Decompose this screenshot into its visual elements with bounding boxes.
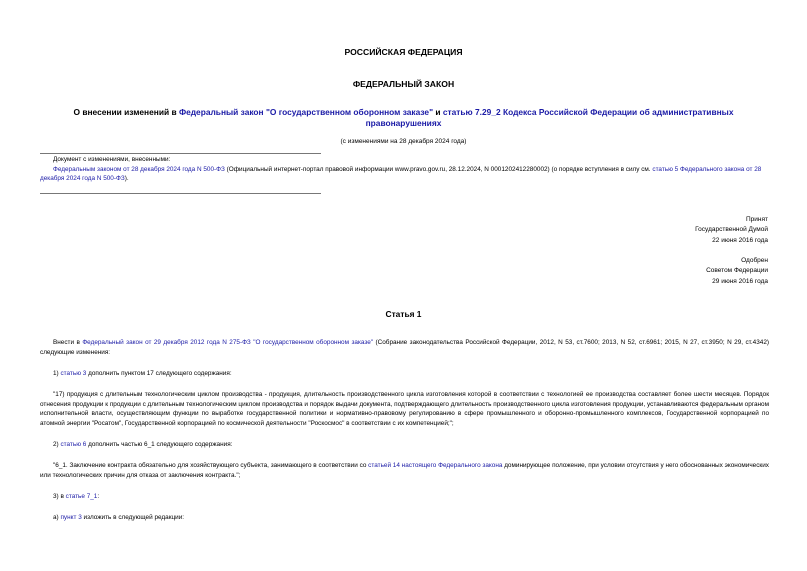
adoption-duma: [695, 215, 768, 246]
duma-date: 22 июня 2016 года: [712, 236, 768, 244]
article-7-1-link[interactable]: статье 7_1: [65, 493, 98, 500]
article-6-link[interactable]: статью 6: [60, 441, 87, 448]
divider-bottom: [40, 193, 321, 194]
item-3a: а) пункт 3 изложить в следующей редакции:: [53, 514, 185, 521]
defense-order-law-link[interactable]: Федеральный закон "О государственном оборонном заказе": [178, 107, 434, 117]
amendments-text: Федеральным законом от 28 декабря 2024 года N 500-ФЗ (Официальный интернет-портал правовой информации www.pravo.gov.ru, 28.12.2024, N 0001202412280002) (о порядке вступления в силу см. статью 5 Федерального закона от 28 декабря 2024 года N 500-ФЗ).: [40, 165, 762, 183]
article-intro: Внести в Федеральный закон от 29 декабря 2012 года N 275-ФЗ "О государственном оборонном заказе" (Собрание законодательства Российской Федерации, 2012, N 53, ст.7600; 2013, N 52, ст.6961; 2015, N 27, ст.3950; N 29, ст.4342) следующие изменения:: [40, 339, 769, 356]
article-14-link[interactable]: статьей 14 настоящего Федерального закона: [368, 462, 503, 469]
title-prefix: О внесении изменений в: [73, 107, 179, 117]
law-type-heading: ФЕДЕРАЛЬНЫЙ ЗАКОН: [352, 79, 455, 89]
amendments-block: [40, 155, 775, 184]
article-3-link[interactable]: статью 3: [60, 370, 87, 377]
point-3-link[interactable]: пункт 3: [60, 514, 82, 521]
item-3: 3) в статье 7_1:: [53, 493, 100, 500]
country-heading: РОССИЙСКАЯ ФЕДЕРАЦИЯ: [344, 47, 463, 57]
item-1: 1) статью 3 дополнить пунктом 17 следующего содержания:: [53, 370, 232, 377]
item-2-quote: "6_1. Заключение контракта обязательно для хозяйствующего субъекта, занимающего в соответствии со статьей 14 настоящего Федерального закона доминирующее положение, при условии отсутствия у него обоснованных экономических или технологических причин для отказа от заключения контракта.";: [40, 462, 769, 479]
title-mid: и: [433, 107, 443, 117]
admin-code-article-link[interactable]: статью 7.29_2 Кодекса Российской Федерации об административных правонарушениях: [365, 107, 734, 128]
item-2: 2) статью 6 дополнить частью 6_1 следующего содержания:: [53, 441, 233, 448]
adoption-council: [706, 256, 768, 287]
approved-label: Одобрен: [741, 257, 768, 264]
accepted-label: Принят: [745, 216, 768, 223]
amendment-law-link[interactable]: Федеральным законом от 28 декабря 2024 года N 500-ФЗ: [53, 165, 225, 173]
law-title: [40, 107, 767, 128]
council-label: Советом Федерации: [706, 267, 768, 275]
item-1-quote: "17) продукция с длительным технологическим циклом производства - продукция, длительность производственного цикла изготовления которой в соответствии с технологией ее производства составляет более шести месяцев. Порядок отнесения продукции к продукции с длительным технологическим циклом производства и порядок выдачи документа, подтверждающего длительность производственного цикла изготовления продукции, устанавливаются федеральным органом исполнительной власти, осуществляющим функции по выработке государственной политики и нормативно-правовому регулированию в сфере промышленного и оборонно-промышленного комплексов, Государственной корпорацией по атомной энергии "Росатом", Государственной корпорацией по космической деятельности "Роскосмос" в соответствии с их компетенцией;";: [40, 391, 769, 428]
changes-note: (с изменениями на 28 декабря 2024 года): [340, 138, 467, 145]
amendments-label: Документ с изменениями, внесенными:: [53, 156, 171, 163]
article-title: Статья 1: [385, 309, 422, 319]
council-date: 29 июня 2016 года: [712, 277, 768, 285]
duma-label: Государственной Думой: [695, 226, 768, 234]
federal-law-275-link[interactable]: Федеральный закон от 29 декабря 2012 года N 275-ФЗ "О государственном оборонном заказе": [82, 339, 374, 346]
divider-top: [40, 153, 321, 154]
amendment-article-link[interactable]: статью 5 Федерального закона от 28 декабря 2024 года N 500-ФЗ: [40, 165, 762, 183]
